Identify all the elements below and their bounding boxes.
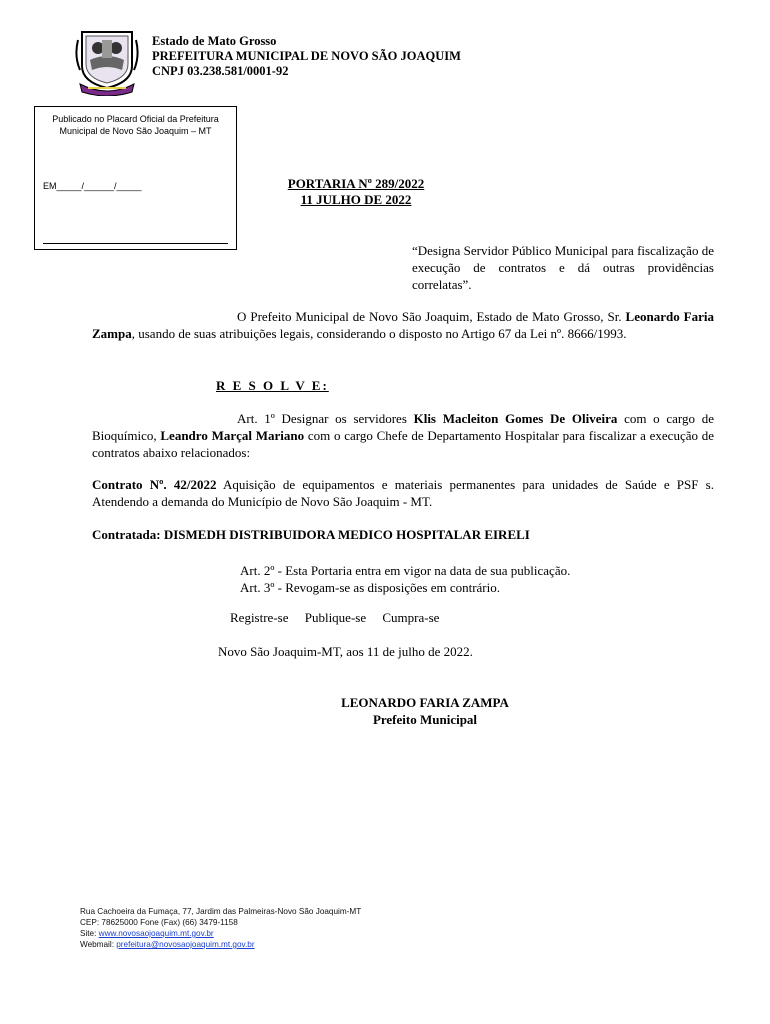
mayor-name: Leonardo Faria Zampa <box>92 309 714 341</box>
contract-number: Contrato Nº. 42/2022 <box>92 477 217 492</box>
state-name: Estado de Mato Grosso <box>152 34 277 48</box>
signatory-name: LEONARDO FARIA ZAMPA <box>341 695 509 710</box>
place-and-date: Novo São Joaquim-MT, aos 11 de julho de 2022. <box>218 644 473 659</box>
webmail-label: Webmail: <box>80 940 117 949</box>
footer-cep-phone: CEP: 78625000 Fone (Fax) (66) 3479-1158 <box>80 918 238 927</box>
contract-description: Aquisição de equipamentos e materiais permanentes para unidades de Saúde e PSF s. Atendendo a demanda do Município de Novo São Joaquim - MT. <box>92 477 714 509</box>
prefecture-name: PREFEITURA MUNICIPAL DE NOVO SÃO JOAQUIM <box>152 49 461 63</box>
publication-stamp-box <box>34 106 237 250</box>
cnpj: CNPJ 03.238.581/0001-92 <box>152 64 289 78</box>
letterhead <box>152 34 461 79</box>
preamble-text-1: O Prefeito Municipal de Novo São Joaquim, Estado de Mato Grosso, Sr. <box>237 309 626 324</box>
art1-text-2: com o cargo de Bioquímico, <box>92 411 714 443</box>
portaria-number: PORTARIA Nº 289/2022 <box>287 176 425 191</box>
article-2: Art. 2º - Esta Portaria entra em vigor na data de sua publicação. <box>240 563 571 578</box>
signature-block <box>290 694 560 728</box>
preamble-text-2: , usando de suas atribuições legais, considerando o disposto no Artigo 67 da Lei nº. 8666/1993. <box>131 326 627 341</box>
registre-publique-cumpra: Registre-se Publique-se Cumpra-se <box>230 610 440 625</box>
portaria-heading <box>236 176 476 208</box>
placard-title: Publicado no Placard Oficial da Prefeitura Municipal de Novo São Joaquim – MT <box>52 114 219 136</box>
site-label: Site: <box>80 929 99 938</box>
art1-text-3: com o cargo Chefe de Departamento Hospitalar para fiscalizar a execução de contratos abaixo relacionados: <box>92 428 715 460</box>
article-3: Art. 3º - Revogam-se as disposições em contrário. <box>240 580 500 595</box>
server-name-2: Leandro Marçal Mariano <box>160 428 305 443</box>
municipal-coat-of-arms <box>74 26 140 96</box>
preamble-paragraph <box>92 308 714 342</box>
footer <box>80 906 361 950</box>
art1-text-1: Art. 1º Designar os servidores <box>237 411 414 426</box>
contract-paragraph <box>92 476 714 510</box>
footer-webmail-line <box>80 939 361 950</box>
footer-site-line <box>80 928 361 939</box>
portaria-date: 11 JULHO DE 2022 <box>300 192 412 207</box>
footer-address: Rua Cachoeira da Fumaça, 77, Jardim das Palmeiras-Novo São Joaquim-MT <box>80 907 362 916</box>
server-name-1: Klis Macleiton Gomes De Oliveira <box>413 411 618 426</box>
placard-date-line: EM_____/______/_____ <box>43 181 142 191</box>
signatory-title: Prefeito Municipal <box>372 712 478 727</box>
site-link[interactable]: www.novosaojoaquim.mt.gov.br <box>98 929 214 938</box>
final-articles <box>240 562 570 596</box>
webmail-link[interactable]: prefeitura@novosaojoaquim.mt.gov.br <box>116 940 255 949</box>
placard-signature-line <box>43 243 228 244</box>
contracted-company: Contratada: DISMEDH DISTRIBUIDORA MEDICO HOSPITALAR EIRELI <box>92 527 530 542</box>
ementa: “Designa Servidor Público Municipal para fiscalização de execução de contratos e dá outras providências correlatas”. <box>412 243 714 292</box>
resolve-heading: R E S O L V E: <box>216 378 329 393</box>
article-1 <box>92 410 714 461</box>
